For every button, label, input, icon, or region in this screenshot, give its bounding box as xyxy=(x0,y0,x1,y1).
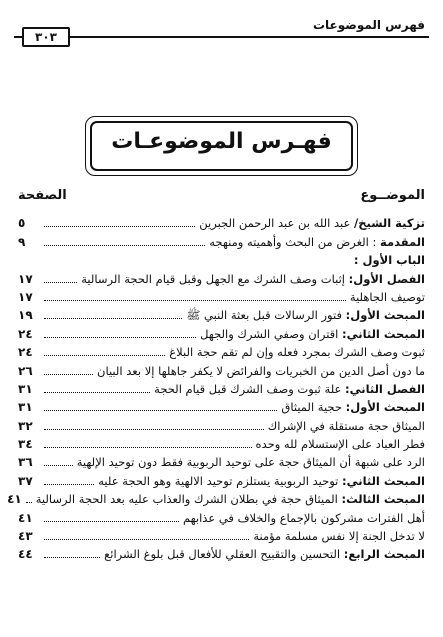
toc-entry-lead: المبحث الأول: xyxy=(345,308,425,323)
toc-page-number: ٢٦ xyxy=(18,363,33,378)
toc-entry-title xyxy=(36,490,425,508)
toc-entry xyxy=(18,306,425,324)
leader-dots xyxy=(44,465,73,466)
toc-entry-lead: المقدمة xyxy=(380,234,425,249)
toc-entry-lead: المبحث الأول: xyxy=(345,400,425,415)
toc-page-number: ١٧ xyxy=(18,271,33,286)
leader-dots xyxy=(44,300,346,301)
toc-page-number: ٢٤ xyxy=(18,326,33,341)
toc-entry-title xyxy=(97,362,425,380)
toc-entry-title xyxy=(199,214,425,232)
toc-entry-text: أهل الفترات مشركون بالإجماع والخلاف في عذابهم xyxy=(182,510,425,525)
leader-dots xyxy=(44,318,182,319)
leader-dots xyxy=(44,392,150,393)
page-title: فهـرس الموضوعـات xyxy=(111,129,332,154)
toc-entry-title xyxy=(350,288,425,306)
toc-entry-text: الرد على شبهة أن الميثاق حجة على توحيد الربوبية فقط دون توحيد الإلهية xyxy=(76,455,425,470)
toc-entry-text: توصيف الجاهلية xyxy=(349,289,425,304)
page-number: ٣٠٣ xyxy=(22,27,70,47)
toc-page-number: ١٩ xyxy=(18,308,33,323)
toc-entry xyxy=(18,343,425,361)
leader-dots xyxy=(44,557,100,558)
toc-page-number: ٣١ xyxy=(18,400,33,415)
toc-page-number: ٤٣ xyxy=(18,529,33,544)
toc-entry xyxy=(18,471,425,489)
toc-page-number: ٤١ xyxy=(7,492,22,507)
toc-entry-title xyxy=(281,398,425,416)
leader-dots xyxy=(44,337,196,338)
toc-entry-text: التحسين والتقبيح العقلي للأفعال قبل بلوغ الشرائع xyxy=(104,547,344,562)
toc-entry-lead: المبحث الثالث: xyxy=(341,492,425,507)
toc-entry-lead: المبحث الثاني: xyxy=(342,473,425,488)
toc-entry-text: ما دون أصل الدين من الخبريات والفرائض لا يكفر جاهلها إلا بعد البيان xyxy=(97,363,425,378)
leader-dots xyxy=(44,521,179,522)
toc-entry-text: عبد الله بن عبد الرحمن الجبرين xyxy=(199,216,355,231)
toc-entry-title xyxy=(183,509,425,527)
toc-entry-text: علة ثبوت وصف الشرك قبل قيام الحجة xyxy=(154,381,346,396)
leader-dots xyxy=(44,410,277,411)
toc-entry-text: فطر العباد على الإستسلام لله وحده xyxy=(255,437,425,452)
toc-entry xyxy=(18,416,425,434)
toc-entry-lead: المبحث الرابع: xyxy=(343,547,425,562)
toc-entry xyxy=(18,324,425,342)
toc-page-number: ٣٦ xyxy=(18,455,33,470)
toc-page-number: ٥ xyxy=(18,216,26,231)
topic-column-header: الموضــوع xyxy=(360,188,425,203)
toc-entry xyxy=(18,435,425,453)
toc-entry xyxy=(18,288,425,306)
toc-entry-text: اقتران وصفي الشرك والجهل xyxy=(200,326,343,341)
toc-entry-title xyxy=(77,453,425,471)
toc-entry xyxy=(18,545,425,563)
toc-entry-title xyxy=(169,343,425,361)
toc-page-number: ٢٤ xyxy=(18,345,33,360)
toc-entry-title xyxy=(81,270,425,288)
toc-entry-text: توحيد الربوبية يستلزم توحيد الالهية وهو الحجة عليه xyxy=(98,473,343,488)
toc-page-number: ٣٧ xyxy=(18,473,33,488)
toc-entry-title xyxy=(256,435,425,453)
toc-entry-lead: الفصل الأول: xyxy=(348,271,425,286)
toc-entry xyxy=(18,527,425,545)
leader-dots xyxy=(44,355,165,356)
toc-entry xyxy=(18,214,425,232)
toc-entry-text: إثبات وصف الشرك مع الجهل وقبل قيام الحجة الرسالية xyxy=(81,271,349,286)
toc-section-heading xyxy=(18,251,425,269)
toc-entry-text: : الغرض من البحث وأهميته ومنهجه xyxy=(209,234,381,249)
toc-entry xyxy=(18,269,425,287)
leader-dots xyxy=(44,282,77,283)
toc-page-number: ٤١ xyxy=(18,510,33,525)
toc-entry-title xyxy=(98,472,425,490)
leader-dots xyxy=(44,429,264,430)
leader-dots xyxy=(44,484,94,485)
leader-dots xyxy=(26,502,32,503)
page-column-header: الصفحة xyxy=(18,188,67,203)
toc-page-number: ١٧ xyxy=(18,289,33,304)
leader-dots xyxy=(44,226,195,227)
toc-entry-title xyxy=(186,306,425,324)
toc-page-number: ٩ xyxy=(18,234,26,249)
header-rule xyxy=(14,36,429,38)
leader-dots xyxy=(44,539,249,540)
toc-page-number: ٣٢ xyxy=(18,418,33,433)
title-frame xyxy=(85,116,358,176)
toc-entry-text: الميثاق حجة في بطلان الشرك والعذاب عليه بعد الحجة الرسالية xyxy=(35,492,342,507)
toc-entry xyxy=(18,453,425,471)
toc-entry-text: فتور الرسالات قبل بعثة النبي ﷺ xyxy=(186,308,346,323)
toc-entry-lead: الفصل الثاني: xyxy=(345,381,425,396)
leader-dots xyxy=(44,245,205,246)
toc-page-number: ٤٤ xyxy=(18,547,33,562)
toc-entry-text: حجية الميثاق xyxy=(281,400,346,415)
toc-entry-title xyxy=(200,325,425,343)
leader-dots xyxy=(44,374,93,375)
toc-entry xyxy=(18,380,425,398)
running-title: فهرس الموضوعات xyxy=(312,18,425,32)
toc-page-number: ٣١ xyxy=(18,381,33,396)
toc-entry-text: ثبوت وصف الشرك بمجرد فعله وإن لم تقم حجة البلاغ xyxy=(169,345,425,360)
toc-entry-title xyxy=(268,417,425,435)
toc-list xyxy=(7,214,425,563)
toc-entry-lead: تزكية الشيخ/ xyxy=(354,216,425,231)
toc-entry-text: لا تدخل الجنة إلا نفس مسلمة مؤمنة xyxy=(253,529,425,544)
toc-entry-title xyxy=(253,527,425,545)
toc-entry-title xyxy=(209,233,425,251)
column-headers xyxy=(18,188,425,208)
toc-entry xyxy=(18,232,425,250)
toc-entry-text: الميثاق حجة مستقلة في الإشراك xyxy=(267,418,425,433)
toc-entry-lead: المبحث الثاني: xyxy=(342,326,425,341)
toc-entry xyxy=(18,361,425,379)
toc-entry xyxy=(7,490,425,508)
toc-entry-title xyxy=(154,380,425,398)
toc-entry xyxy=(18,398,425,416)
toc-page-number: ٣٤ xyxy=(18,437,33,452)
toc-entry xyxy=(18,508,425,526)
toc-entry-title xyxy=(354,251,425,269)
leader-dots xyxy=(44,447,252,448)
toc-entry-title xyxy=(104,545,425,563)
toc-entry-lead: الباب الأول : xyxy=(353,253,425,268)
page-header xyxy=(14,18,429,44)
